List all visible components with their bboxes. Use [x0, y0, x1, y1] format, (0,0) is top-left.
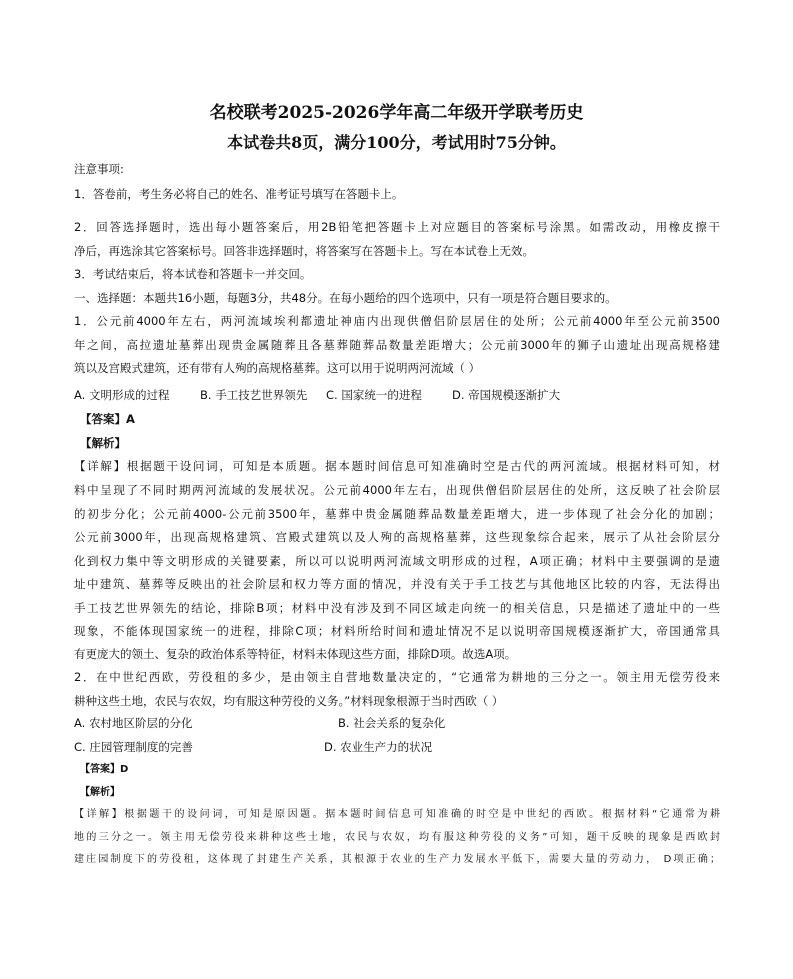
q1-detail-line: 【详解】根据题干设问词，可知是本质题。据本题时间信息可知准确时空是古代的两河流域。根据材料可知，材 [74, 459, 720, 473]
q2-stem-line-1: 2．在中世纪西欧，劳役租的多少，是由领主自营地数量决定的，“它通常为耕地的三分之一。领主用无偿劳役来 [74, 670, 720, 684]
q1-option-a: A. 文明形成的过程 [74, 388, 170, 402]
q2-analysis-label: 【解析】 [80, 787, 120, 798]
section-heading: 一、选择题：本题共16小题，每题3分，共48分。在每小题给的四个选项中，只有一项是符合题目要求的。 [74, 291, 617, 305]
exam-subtitle: 本试卷共8页，满分100分，考试用时75分钟。 [227, 133, 566, 152]
q1-stem-line-3: 筑以及宫殿式建筑，还有带有人殉的高规格墓葬。这可以用于说明两河流域（ ） [74, 361, 481, 375]
q1-option-c: C. 国家统一的进程 [326, 388, 422, 402]
q1-detail-line: 现象，不能体现国家统一的进程，排除C项；材料所给时间和遗址情况不足以说明帝国规模逐渐扩大，帝国通常具 [74, 624, 720, 638]
q1-stem-line-1: 1．公元前4000年左右，两河流域埃利都遗址神庙内出现供僧侣阶层居住的处所；公元前4000年至公元前3500 [74, 314, 720, 328]
q2-option-b: B. 社会关系的复杂化 [338, 716, 446, 730]
q1-option-b: B. 手工技艺世界领先 [200, 388, 308, 402]
q1-detail-line: 的初步分化；公元前4000-公元前3500年，墓葬中贵金属随葬品数量差距增大，进一步体现了社会分化的加剧； [74, 507, 720, 521]
q1-detail-line: 料中呈现了不同时期两河流域的发展状况。公元前4000年左右，出现供僧侣阶层居住的处所，这反映了社会阶层 [74, 483, 720, 497]
q2-stem-line-2: 耕种这些土地，农民与农奴，均有服这种劳役的义务。”材料现象根源于当时西欧（ ） [74, 694, 504, 708]
q1-answer: 【答案】A [80, 412, 135, 426]
q1-detail-line: 址中建筑、墓葬等反映出的社会阶层和权力等方面的情况，并没有关于手工技艺与其他地区比较的内容，无法得出 [74, 577, 720, 591]
notice-item-3: 3．考试结束后，将本试卷和答题卡一并交回。 [74, 267, 312, 281]
q2-option-d: D. 农业生产力的状况 [324, 740, 433, 754]
q2-option-a: A. 农村地区阶层的分化 [74, 716, 193, 730]
notice-item-1: 1．答卷前，考生务必将自己的姓名、准考证号填写在答题卡上。 [74, 187, 404, 201]
notice-heading: 注意事项: [74, 162, 124, 176]
q2-detail-line: 建庄园制度下的劳役租，这体现了封建生产关系，其根源于农业的生产力发展水平低下，需要大量的劳动力， D项正确； [74, 854, 720, 865]
q2-detail-line: 【详解】根据题干的设问词，可知是原因题。据本题时间信息可知准确的时空是中世纪的西欧。根据材料“它通常为耕 [74, 809, 720, 820]
q1-detail-line: 化到权力集中等文明形成的关键要素，所以可以说明两河流域文明形成的过程，A项正确；材料中主要强调的是遗 [74, 554, 720, 568]
q1-detail-line: 公元前3000年，出现高规格建筑、宫殿式建筑以及人殉的高规格墓葬，这些现象综合起来，展示了从社会阶层分 [74, 530, 720, 544]
q1-detail-line: 手工技艺世界领先的结论，排除B项；材料中没有涉及到不同区域走向统一的相关信息，只是描述了遗址中的一些 [74, 601, 720, 615]
notice-item-2-line-2: 净后，再选涂其它答案标号。回答非选择题时，将答案写在答题卡上。写在本试卷上无效。 [74, 244, 534, 258]
q1-option-d: D. 帝国规模逐渐扩大 [452, 388, 561, 402]
q1-detail-line: 有更庞大的领土、复杂的政治体系等特征，材料未体现这些方面，排除D项。故选A项。 [74, 647, 517, 661]
q2-detail-line: 地的三分之一。领主用无偿劳役来耕种这些土地，农民与农奴，均有服这种劳役的义务”可知，题干反映的现象是西欧封 [74, 832, 720, 843]
exam-title: 名校联考2025-2026学年高二年级开学联考历史 [209, 103, 584, 123]
notice-item-2-line-1: 2．回答选择题时，选出每小题答案后，用2B铅笔把答题卡上对应题目的答案标号涂黑。如需改动，用橡皮擦干 [74, 220, 720, 234]
q1-stem-line-2: 年之间，高拉遗址墓葬出现贵金属随葬且各墓葬随葬品数量差距增大；公元前3000年的狮子山遗址出现高规格建 [74, 338, 720, 352]
q2-answer: 【答案】D [80, 764, 129, 775]
q1-analysis-label: 【解析】 [80, 436, 126, 450]
q2-option-c: C. 庄园管理制度的完善 [74, 740, 193, 754]
